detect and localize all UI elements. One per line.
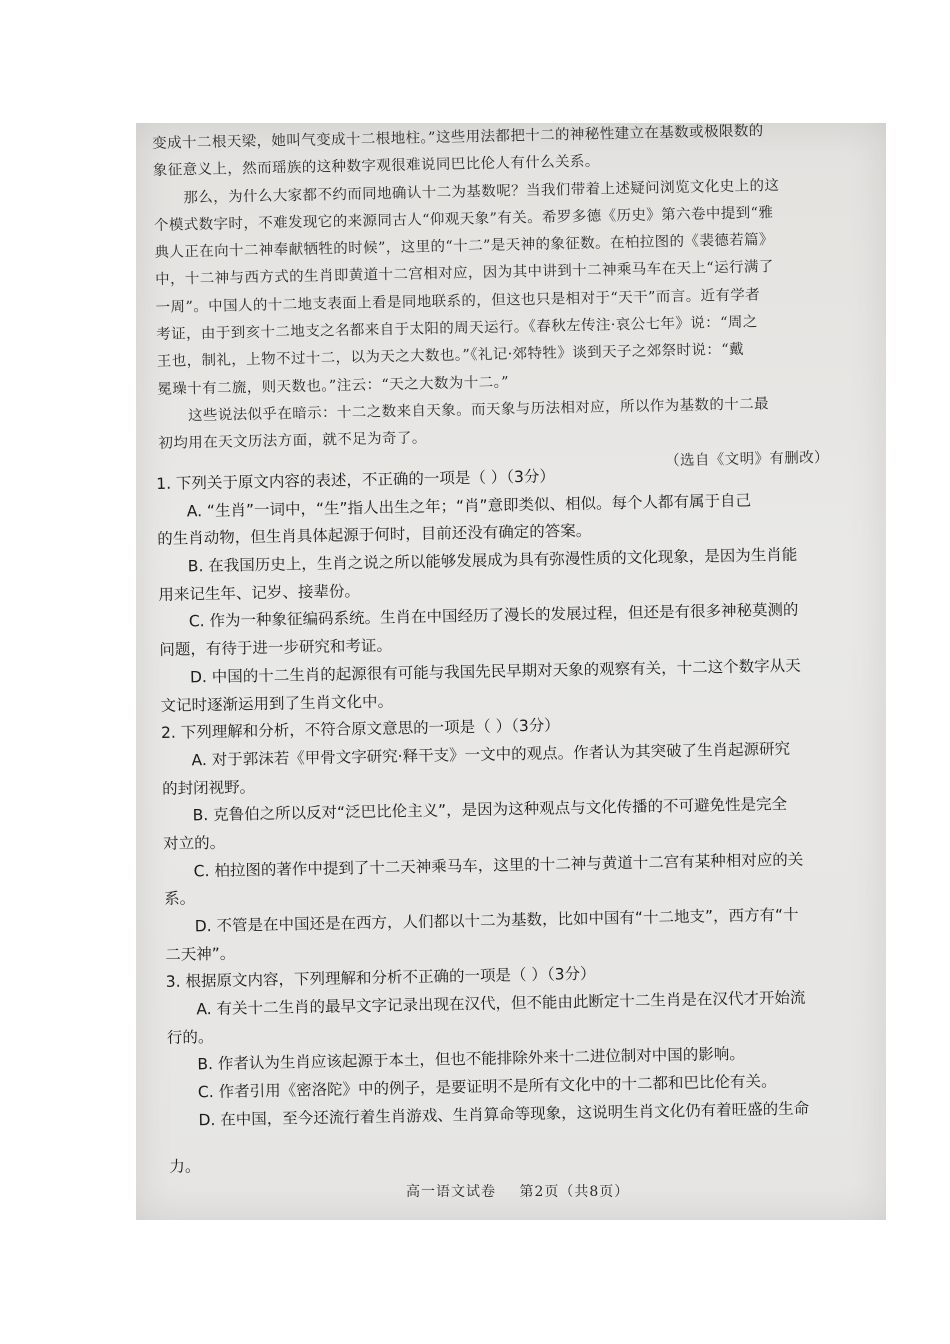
passage-line: 象征意义上，然而瑶族的这种数字观很难说同巴比伦人有什么关系。 [152, 153, 600, 180]
passage-line: 王也，制礼，上物不过十二，以为天之大数也。”《礼记·郊特牲》谈到天子之郊祭时说：“戴 [156, 342, 745, 371]
exam-page-photo [136, 123, 886, 1220]
passage-line: 个模式数字时，不难发现它的来源同古人“仰观天象”有关。希罗多德《历史》第六卷中提到“雅 [153, 204, 774, 234]
passage-line: 中，十二神与西方式的生肖即黄道十二宫相对应，因为其中讲到十二神乘马车在天上“运行满了 [154, 259, 774, 289]
passage-line: 初均用在天文历法方面，就不足为奇了。 [158, 430, 427, 453]
question-1-option-d: D. 中国的十二生肖的起源很有可能与我国先民早期对天象的观察有关，十二这个数字从天 [189, 656, 801, 687]
question-1-option-c: C. 作为一种象征编码系统。生肖在中国经历了漫长的发展过程，但还是有很多神秘莫测的 [188, 601, 799, 631]
question-2-stem: 2. 下列理解和分析，不符合原文意思的一项是（ ）（3分） [160, 716, 560, 743]
question-1-option-d-cont: 文记时逐渐运用到了生肖文化中。 [160, 691, 394, 715]
question-3-option-b: B. 作者认为生肖应该起源于本土，但也不能排除外来十二进位制对中国的影响。 [197, 1045, 745, 1074]
passage-line: 这些说法似乎在暗示：十二之数来自天象。而天象与历法相对应，所以作为基数的十二最 [187, 396, 770, 425]
page-number: 第2页（共8页） [519, 1184, 630, 1200]
question-3-option-c: C. 作者引用《密洛陀》中的例子，是要证明不是所有文化中的十二都和巴比伦有关。 [197, 1072, 777, 1102]
reading-passage [152, 123, 829, 486]
question-3-option-a: A. 有关十二生肖的最早文字记录出现在汉代，但不能由此断定十二生肖是在汉代才开始流 [196, 988, 806, 1019]
passage-line: 变成十二根天梁，她叫气变成十二根地柱。”这些用法都把十二的神秘性建立在基数或极限数的 [152, 123, 764, 152]
question-1-stem: 1. 下列关于原文内容的表述，不正确的一项是（ ）（3分） [156, 467, 556, 493]
exam-title: 高一语文试卷 [406, 1184, 496, 1200]
question-3-stem: 3. 根据原文内容，下列理解和分析不正确的一项是（ ）（3分） [165, 965, 596, 992]
question-2-option-b-cont: 对立的。 [162, 833, 226, 853]
question-1-option-c-cont: 问题，有待于进一步研究和考证。 [159, 636, 393, 660]
question-1-option-a: A. “生肖”一词中，“生”指人出生之年；“肖”意即类似、相似。每个人都有属于自己 [186, 491, 752, 521]
passage-line: 考证，由于到亥十二地支之名都来自于太阳的周天运行。《春秋左传注·哀公七年》说：“周之 [156, 314, 758, 344]
page-footer [406, 1181, 647, 1201]
question-2-option-b: B. 克鲁伯之所以反对“泛巴比伦主义”，是因为这种观点与文化传播的不可避免性是完全 [192, 795, 788, 825]
question-1-option-a-cont: 的生肖动物，但生肖具体起源于何时，目前还没有确定的答案。 [157, 522, 592, 549]
question-2-option-a-cont: 的封闭视野。 [161, 777, 256, 798]
question-2-option-a: A. 对于郭沫若《甲骨文字研究·释干支》一文中的观点。作者认为其突破了生肖起源研究 [191, 739, 791, 770]
question-3-option-d: D. 在中国，至今还流行着生肖游戏、生肖算命等现象，这说明生肖文化仍有着旺盛的生命 [198, 1099, 810, 1130]
passage-line: 冕璪十有二旒，则天数也。”注云：“天之大数为十二。” [157, 374, 510, 398]
passage-line: 典人正在向十二神奉献牺牲的时候”，这里的“十二”是天神的象征数。在柏拉图的《裴德若篇》 [154, 232, 775, 262]
question-1-option-b: B. 在我国历史上，生肖之说之所以能够发展成为具有弥漫性质的文化现象，是因为生肖能 [187, 545, 798, 576]
question-2-option-c: C. 柏拉图的著作中提到了十二天神乘马车，这里的十二神与黄道十二宫有某种相对应的关 [193, 850, 804, 880]
question-2-option-c-cont: 系。 [164, 889, 196, 909]
passage-line: 那么，为什么大家都不约而同地确认十二为基数呢？当我们带着上述疑问浏览文化史上的这 [183, 177, 780, 206]
question-2-option-d-cont: 二天神”。 [165, 944, 236, 964]
passage-source: （选自《文明》有删改） [664, 449, 830, 469]
question-1-option-b-cont: 用来记生年、记岁、接辈份。 [158, 581, 361, 604]
question-3-option-a-cont: 行的。 [166, 1027, 214, 1047]
question-2-option-d: D. 不管是在中国还是在西方，人们都以十二为基数，比如中国有“十二地支”，西方有“十 [194, 905, 799, 936]
question-3-option-d-cont: 力。 [169, 1156, 201, 1176]
passage-line: 一周”。中国人的十二地支表面上看是同地联系的，但这也只是相对于“天干”而言。近有学者 [155, 287, 761, 316]
question-list [156, 458, 870, 1181]
